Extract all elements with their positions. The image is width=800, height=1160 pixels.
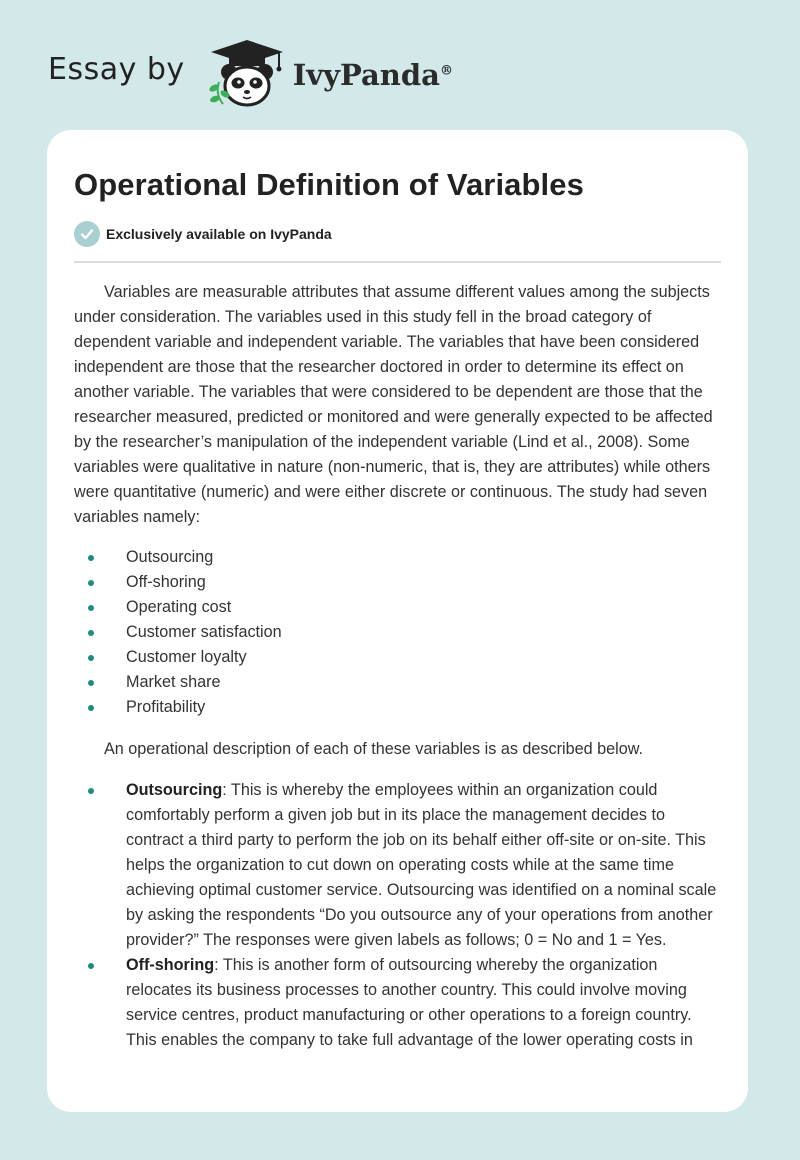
definition-text: : This is another form of outsourcing whereby the organization relocates its business processes to another country. This could involve moving service centres, product manufacturing or other operations to a foreign country. This enables the company to take full advantage of the lower operating costs in bbox=[126, 956, 693, 1049]
brand-prefix: Essay by bbox=[48, 51, 185, 87]
list-item-text: Outsourcing bbox=[126, 548, 214, 566]
panda-logo-icon bbox=[199, 36, 291, 108]
list-item-text: Off-shoring bbox=[126, 573, 206, 591]
list-item bbox=[74, 645, 721, 670]
list-item-text: Market share bbox=[126, 673, 221, 691]
bullet-icon bbox=[88, 580, 94, 586]
bullet-icon bbox=[88, 680, 94, 686]
check-icon bbox=[74, 221, 100, 247]
list-item bbox=[74, 570, 721, 595]
list-item-text: Customer satisfaction bbox=[126, 623, 282, 641]
article-card bbox=[47, 130, 748, 1112]
definition-term: Off-shoring bbox=[126, 956, 215, 974]
intro-paragraph: Variables are measurable attributes that assume different values among the subjects under consideration. The variables used in this study fell in the broad category of dependent variable and independent variable. The variables that have been considered independent are those that the researcher doctored in order to determine its effect on another variable. The variables that were considered to be dependent are those that the researcher measured, predicted or monitored and were generally expected to be affected by the researcher’s manipulation of the independent variable (Lind et al., 2008). Some variables were qualitative in nature (non-numeric, that is, they are attributes) while others were quantitative (numeric) and were either discrete or continuous. The study had seven variables namely: bbox=[74, 283, 713, 526]
transition-paragraph: An operational description of each of these variables is as described below. bbox=[104, 740, 644, 758]
bullet-icon bbox=[88, 630, 94, 636]
definitions-list bbox=[74, 778, 721, 1053]
brand-name: IvyPanda® bbox=[292, 58, 453, 92]
page-title: Operational Definition of Variables bbox=[74, 167, 584, 202]
bullet-icon bbox=[88, 963, 94, 969]
bullet-icon bbox=[88, 555, 94, 561]
list-item bbox=[74, 545, 721, 570]
list-item bbox=[74, 620, 721, 645]
variables-list bbox=[74, 545, 721, 720]
list-item-text: Customer loyalty bbox=[126, 648, 247, 666]
list-item bbox=[74, 595, 721, 620]
list-item bbox=[74, 695, 721, 720]
list-item bbox=[74, 670, 721, 695]
definition-item bbox=[74, 778, 721, 953]
bullet-icon bbox=[88, 655, 94, 661]
registered-mark: ® bbox=[439, 63, 453, 79]
brand-header[interactable] bbox=[48, 36, 453, 108]
definition-text: : This is whereby the employees within an organization could comfortably perform a given job but in its place the management decides to contract a third party to perform the job on its behalf either off-site or on-site. This helps the organization to cut down on operating costs while at the same time achieving optimal customer service. Outsourcing was identified on a nominal scale by asking the respondents “Do you outsource any of your operations from another provider?” The responses were given labels as follows; 0 = No and 1 = Yes. bbox=[126, 781, 717, 949]
exclusive-badge bbox=[74, 221, 721, 263]
bullet-icon bbox=[88, 705, 94, 711]
bullet-icon bbox=[88, 605, 94, 611]
bullet-icon bbox=[88, 788, 94, 794]
badge-text: Exclusively available on IvyPanda bbox=[106, 226, 332, 242]
definition-item bbox=[74, 953, 721, 1053]
list-item-text: Profitability bbox=[126, 698, 206, 716]
definition-term: Outsourcing bbox=[126, 781, 223, 799]
list-item-text: Operating cost bbox=[126, 598, 232, 616]
